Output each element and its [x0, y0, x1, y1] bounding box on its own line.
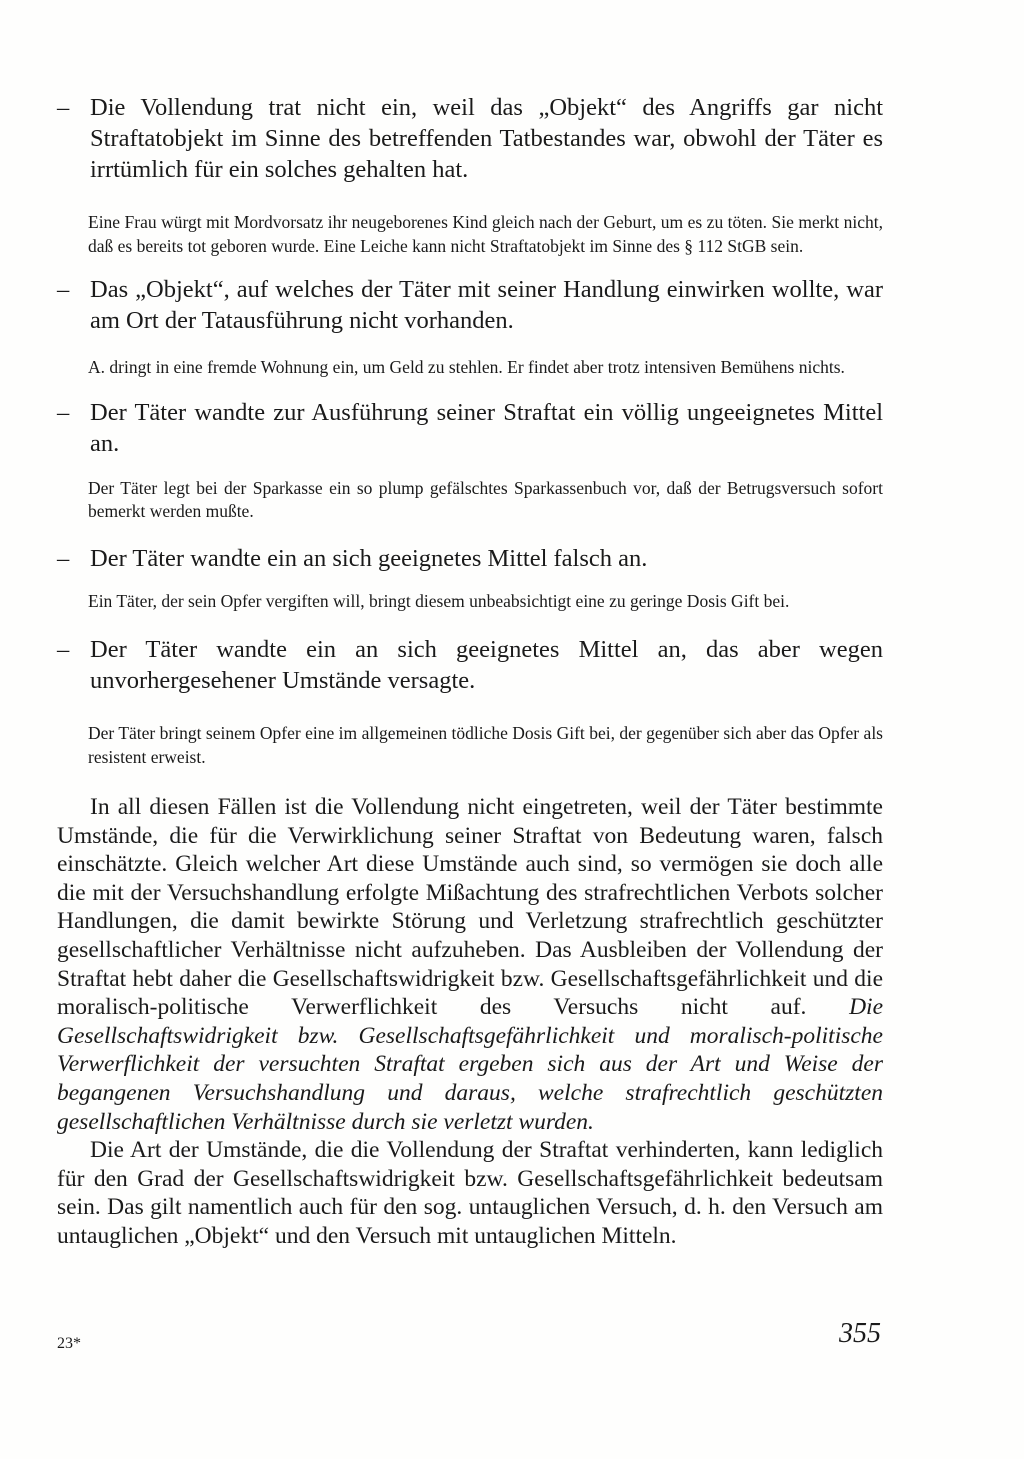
- example-3: Der Täter legt bei der Sparkasse ein so plump gefälschtes Sparkassenbuch vor, daß der Betrugsversuch sofort bemerkt werden mußte.: [88, 477, 883, 521]
- bullet-item-3: [57, 397, 883, 459]
- body-paragraph-2: Die Art der Umstände, die die Vollendung der Straftat verhinderten, kann lediglich für den Grad der Gesellschaftswidrigkeit bzw. Gesellschaftsgefährlichkeit bedeutsam sein. Das gilt namentlich auch für den sog. untauglichen Versuch, d. h. den Versuch am untauglichen „Objekt“ und den Versuch mit untauglichen Mitteln.: [57, 1137, 883, 1249]
- example-1: Eine Frau würgt mit Mordvorsatz ihr neugeborenes Kind gleich nach der Geburt, um es zu töten. Sie merkt nicht, daß es bereits tot geboren wurde. Eine Leiche kann nicht Straftatobjekt im Sinne des § 112 StGB sein.: [88, 212, 883, 256]
- page-number: 355: [839, 1318, 881, 1349]
- bullet-dash: –: [57, 636, 70, 663]
- example-5: Der Täter bringt seinem Opfer eine im allgemeinen tödliche Dosis Gift bei, der gegenüber sich aber das Opfer als resistent erweist.: [88, 723, 883, 767]
- bullet-item-2: [57, 274, 883, 336]
- bullet-text: Der Täter wandte zur Ausführung seiner Straftat ein völlig ungeeignetes Mittel an.: [90, 398, 883, 457]
- bullet-text: Die Vollendung trat nicht ein, weil das „Objekt“ des Angriffs gar nicht Straftatobjekt im Sinne des betreffenden Tatbestandes war, obwohl der Täter es irrtümlich für ein solches gehalten hat.: [90, 94, 883, 183]
- example-4: Ein Täter, der sein Opfer vergiften will, bringt diesem unbeabsichtigt eine zu geringe Dosis Gift bei.: [88, 590, 790, 611]
- body-paragraph-1: [57, 793, 883, 1136]
- bullet-dash: –: [57, 276, 70, 303]
- bullet-text: Der Täter wandte ein an sich geeignetes Mittel an, das aber wegen unvorhergesehener Umstände versagte.: [90, 636, 883, 694]
- bullet-dash: –: [57, 94, 70, 121]
- bullet-text: Das „Objekt“, auf welches der Täter mit seiner Handlung einwirken wollte, war am Ort der Tatausführung nicht vorhanden.: [90, 276, 883, 334]
- bullet-dash: –: [57, 398, 70, 426]
- paragraph-emphasis: Die Gesellschaftswidrigkeit bzw. Gesellschaftsgefährlichkeit und moralisch-politische Verwerflichkeit der versuchten Straftat ergeben sich aus der Art und Weise der begangenen Versuchshandlung und daraus, welche strafrechtlich geschützten gesellschaftlichen Verhältnisse durch sie verletzt wurden.: [57, 994, 883, 1135]
- paragraph-text: In all diesen Fällen ist die Vollendung nicht eingetreten, weil der Täter bestimmte Umstände, die für die Verwirklichung seiner Straftat von Bedeutung waren, falsch einschätzte. Gleich welcher Art diese Umstände auch sind, so vermögen sie doch alle die mit der Versuchshandlung erfolgte Mißachtung des strafrechtlichen Verbots solcher Handlungen, die damit bewirkte Störung und Verletzung strafrechtlich geschützter gesellschaftlicher Verhältnisse nicht aufzuheben. Das Ausbleiben der Vollendung der Straftat hebt daher die Gesellschaftswidrigkeit bzw. Gesellschaftsgefährlichkeit und die moralisch-politische Verwerflichkeit des Versuchs nicht auf.: [57, 794, 883, 1021]
- bullet-text: Der Täter wandte ein an sich geeignetes Mittel falsch an.: [90, 544, 648, 572]
- content: [57, 92, 883, 1251]
- sheet-signature: 23*: [57, 1335, 81, 1352]
- bullet-item-1: [57, 92, 883, 185]
- example-2: A. dringt in eine fremde Wohnung ein, um Geld zu stehlen. Er findet aber trotz intensiven Bemühens nichts.: [88, 357, 845, 377]
- bullet-item-4: [57, 543, 883, 574]
- bullet-dash: –: [57, 544, 70, 572]
- bullet-item-5: [57, 634, 883, 696]
